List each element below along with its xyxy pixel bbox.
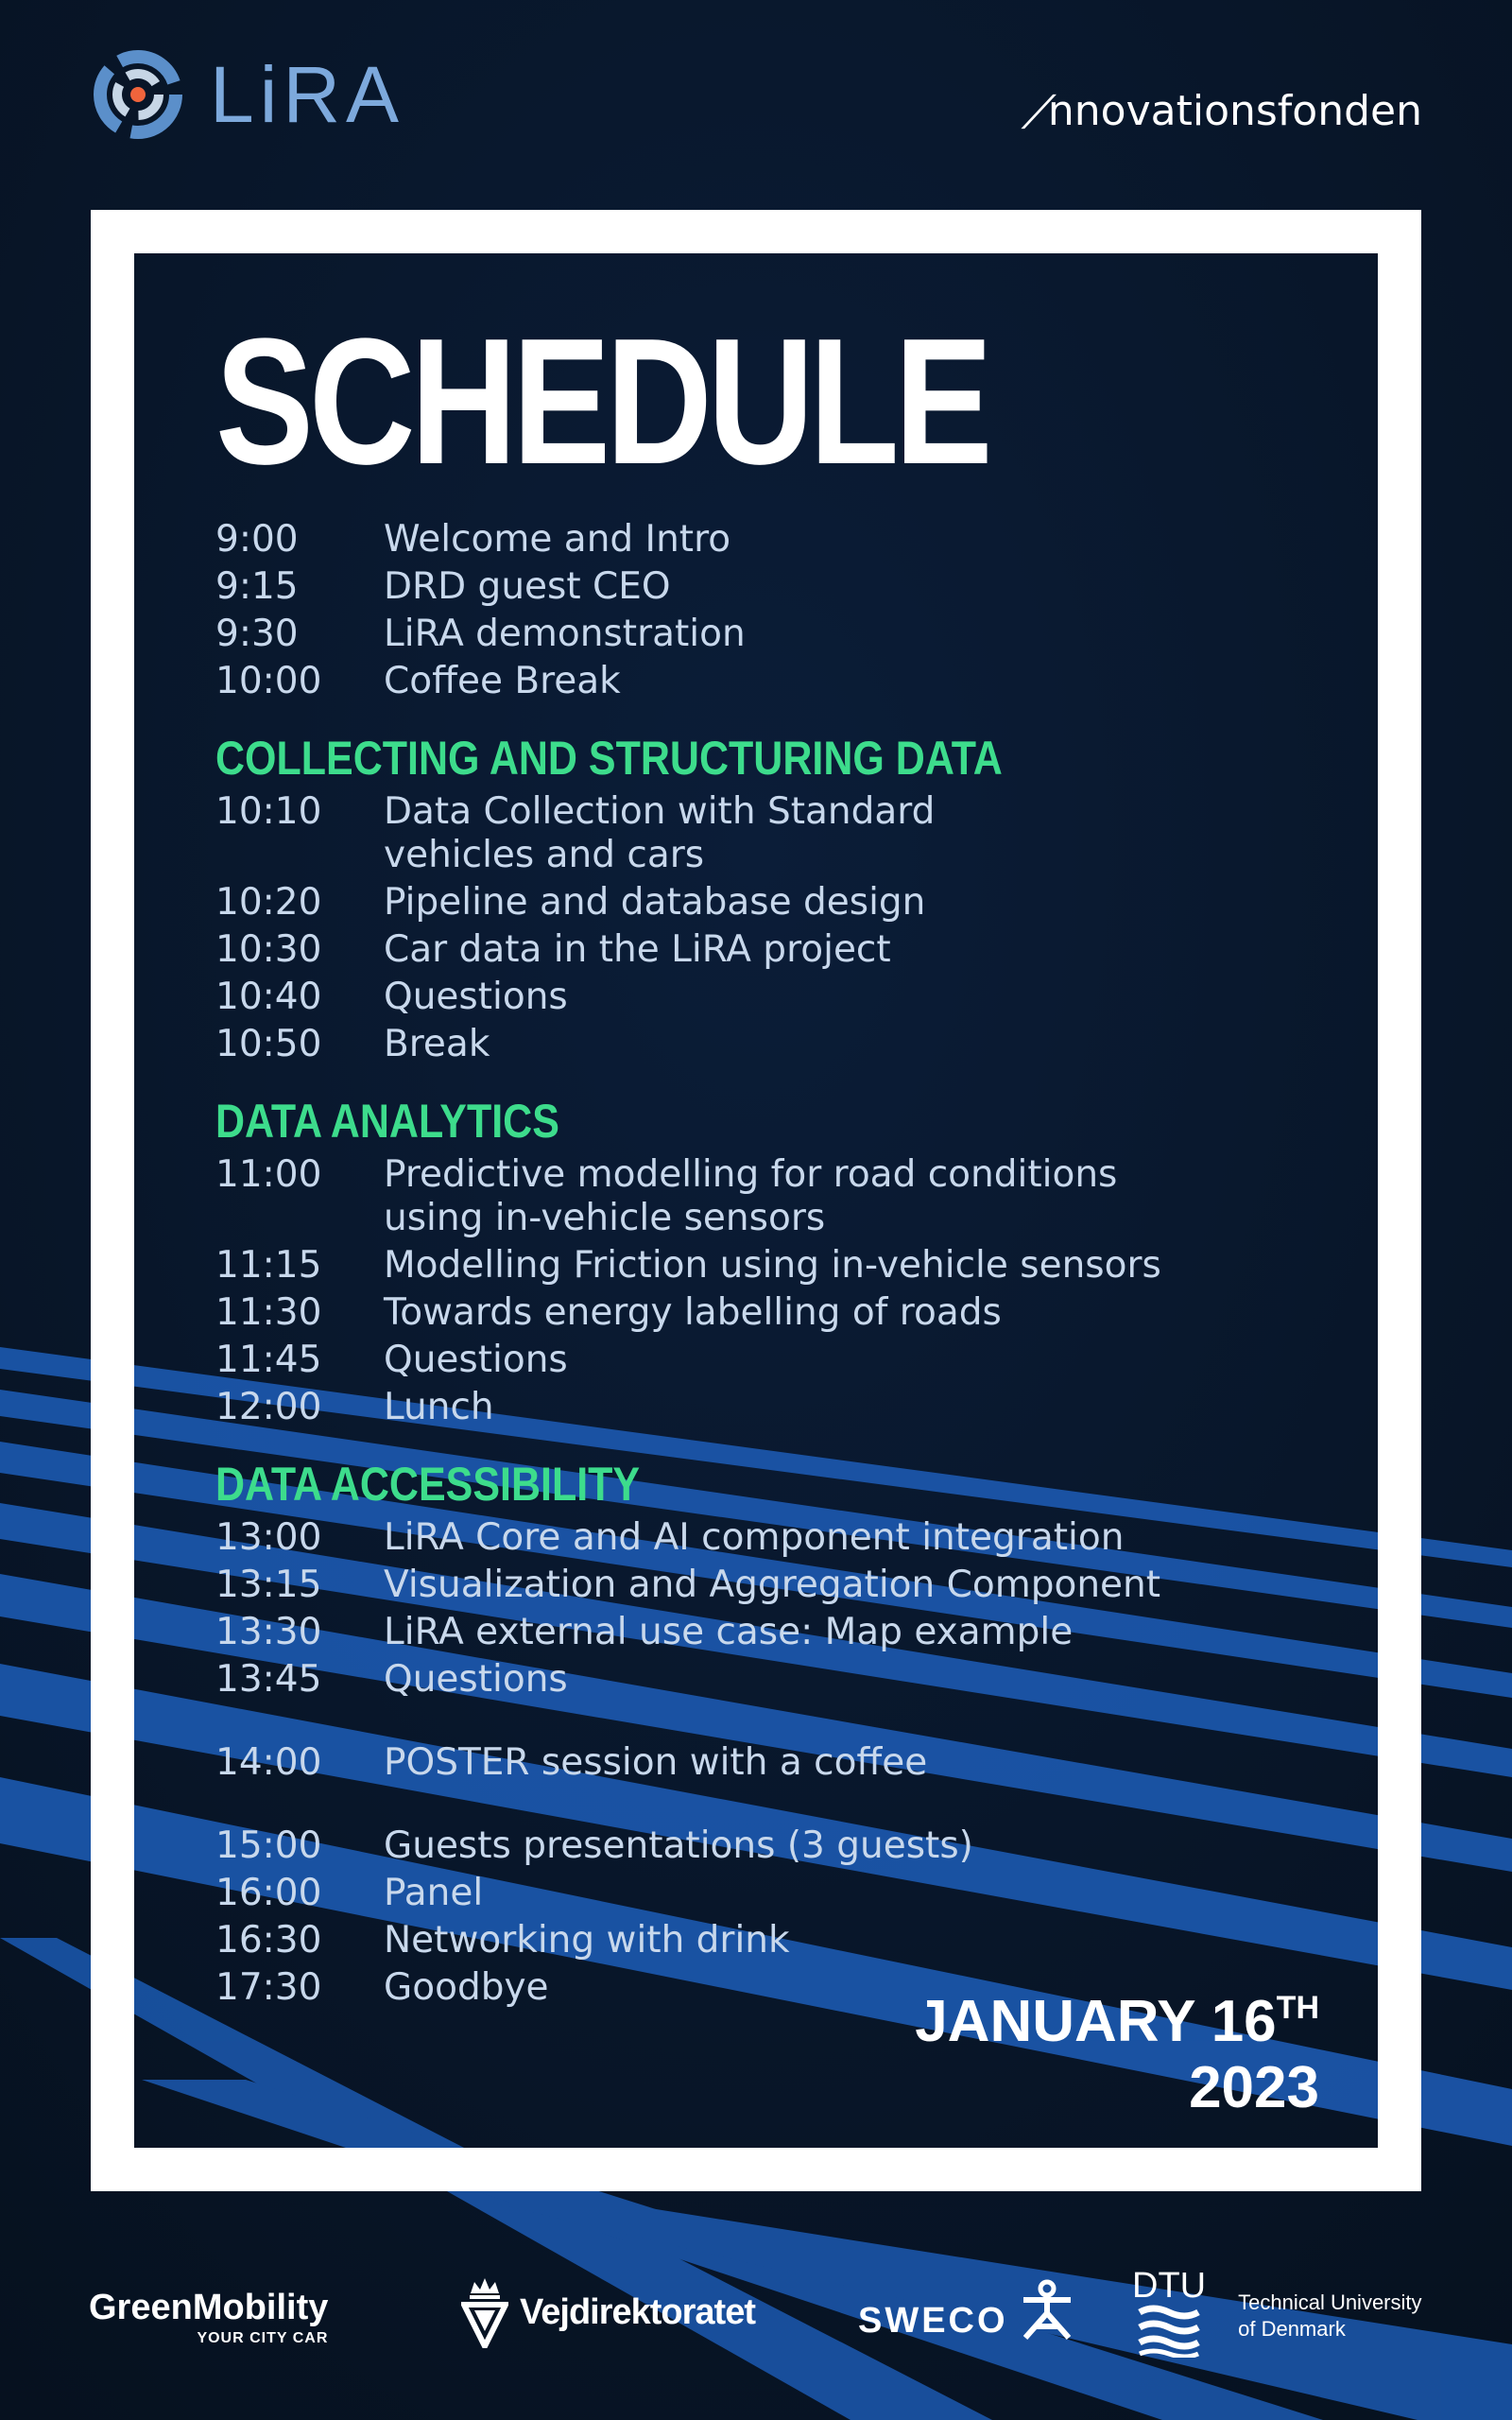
- row-description: Coffee Break: [384, 660, 621, 702]
- sweco-figure-icon: [1018, 2279, 1076, 2342]
- section-heading-accessibility: DATA ACCESSIBILITY: [215, 1458, 641, 1511]
- section-heading-analytics: DATA ANALYTICS: [215, 1095, 559, 1148]
- greenmobility-wordmark: GreenMobility: [89, 2288, 329, 2327]
- schedule-row: [215, 1153, 1329, 1240]
- section-heading-collecting: COLLECTING AND STRUCTURING DATA: [215, 732, 1003, 785]
- dtu-logo: [1132, 2267, 1422, 2365]
- row-description-line: using in-vehicle sensors: [384, 1197, 826, 1239]
- lira-wordmark: LiRA: [210, 49, 405, 139]
- row-time: 9:00: [215, 518, 299, 561]
- page-title: SCHEDULE: [215, 302, 988, 502]
- dtu-waves-icon: [1136, 2305, 1202, 2358]
- event-date-month-day: JANUARY 16: [915, 1989, 1277, 2054]
- row-time: 13:30: [215, 1611, 322, 1653]
- row-time: 11:00: [215, 1153, 322, 1196]
- event-date-year: 2023: [1189, 2055, 1319, 2120]
- row-description: Pipeline and database design: [384, 881, 926, 924]
- schedule-row: [215, 565, 1329, 609]
- row-time: 12:00: [215, 1386, 322, 1428]
- row-time: 17:30: [215, 1966, 322, 2009]
- row-time: 14:00: [215, 1741, 322, 1784]
- dtu-name-line: of Denmark: [1238, 2317, 1346, 2341]
- row-description: [384, 1153, 1329, 1240]
- vejdirektoratet-logo: [461, 2276, 755, 2348]
- schedule-row: [215, 1919, 1329, 1962]
- row-description: Welcome and Intro: [384, 518, 731, 561]
- row-description: DRD guest CEO: [384, 565, 671, 608]
- row-time: 13:45: [215, 1658, 322, 1701]
- dtu-wordmark: DTU: [1132, 2266, 1207, 2306]
- dtu-name: [1238, 2290, 1421, 2342]
- row-description: POSTER session with a coffee: [384, 1741, 928, 1784]
- row-description: Modelling Friction using in-vehicle sensors: [384, 1244, 1161, 1287]
- row-time: 11:45: [215, 1339, 322, 1381]
- row-time: 10:10: [215, 790, 322, 833]
- dtu-name-line: Technical University: [1238, 2290, 1422, 2314]
- row-description-line: Predictive modelling for road conditions: [384, 1153, 1118, 1196]
- row-description: Guests presentations (3 guests): [384, 1824, 973, 1867]
- row-description: Goodbye: [384, 1966, 549, 2009]
- schedule-row: [215, 881, 1329, 925]
- row-description: [384, 790, 1329, 877]
- row-description: LiRA external use case: Map example: [384, 1611, 1074, 1653]
- row-description: LiRA demonstration: [384, 613, 746, 655]
- schedule-row: [215, 660, 1329, 703]
- schedule-row: [215, 1564, 1329, 1607]
- lira-emblem-icon: [87, 43, 189, 146]
- row-time: 15:00: [215, 1824, 322, 1867]
- schedule-row: [215, 518, 1329, 562]
- innovationsfonden-wordmark: nnovationsfonden: [1047, 87, 1422, 135]
- schedule-row: [215, 790, 1329, 877]
- row-time: 10:00: [215, 660, 322, 702]
- row-time: 10:20: [215, 881, 322, 924]
- row-description-line: Data Collection with Standard: [384, 790, 936, 833]
- schedule-row: [215, 1658, 1329, 1702]
- row-time: 10:40: [215, 976, 322, 1018]
- row-description: Break: [384, 1023, 490, 1065]
- schedule-row: [215, 1516, 1329, 1560]
- row-description: Car data in the LiRA project: [384, 928, 891, 971]
- row-description: LiRA Core and AI component integration: [384, 1516, 1125, 1559]
- innovationsfonden-slash-icon: /: [1017, 87, 1061, 135]
- row-time: 9:15: [215, 565, 299, 608]
- row-description: Lunch: [384, 1386, 494, 1428]
- schedule-row: [215, 1611, 1329, 1654]
- innovationsfonden-logo: [1017, 87, 1422, 135]
- crown-shield-icon: [461, 2276, 508, 2348]
- vejdirektoratet-wordmark: Vejdirektoratet: [520, 2291, 755, 2332]
- schedule-row: [215, 1872, 1329, 1915]
- row-description: Panel: [384, 1872, 484, 1914]
- event-date-suffix: TH: [1276, 1990, 1319, 2026]
- row-description: Questions: [384, 1658, 568, 1701]
- row-time: 10:30: [215, 928, 322, 971]
- row-description-line: vehicles and cars: [384, 834, 705, 876]
- greenmobility-tagline: YOUR CITY CAR: [197, 2330, 329, 2346]
- row-time: 13:00: [215, 1516, 322, 1559]
- schedule-row: [215, 928, 1329, 972]
- row-description: Visualization and Aggregation Component: [384, 1564, 1161, 1606]
- row-description: Questions: [384, 1339, 568, 1381]
- schedule-row: [215, 1291, 1329, 1335]
- row-time: 13:15: [215, 1564, 322, 1606]
- schedule-row: [215, 976, 1329, 1019]
- schedule-row: [215, 613, 1329, 656]
- schedule-row: [215, 1244, 1329, 1288]
- row-time: 11:15: [215, 1244, 322, 1287]
- row-time: 10:50: [215, 1023, 322, 1065]
- schedule-row: [215, 1386, 1329, 1429]
- sweco-wordmark: SWECO: [858, 2301, 1008, 2341]
- row-time: 9:30: [215, 613, 299, 655]
- schedule-row: [215, 1023, 1329, 1066]
- sweco-logo: [858, 2278, 1076, 2342]
- schedule-row: [215, 1824, 1329, 1868]
- event-date: [915, 1989, 1319, 2121]
- row-time: 11:30: [215, 1291, 322, 1334]
- lira-logo: [87, 42, 404, 147]
- dtu-mark: [1132, 2267, 1206, 2365]
- row-description: Towards energy labelling of roads: [384, 1291, 1002, 1334]
- row-time: 16:00: [215, 1872, 322, 1914]
- schedule-row: [215, 1339, 1329, 1382]
- row-description: Networking with drink: [384, 1919, 790, 1962]
- schedule-row-poster: [215, 1741, 1329, 1785]
- greenmobility-logo: [89, 2288, 328, 2347]
- row-description: Questions: [384, 976, 568, 1018]
- row-time: 16:30: [215, 1919, 322, 1962]
